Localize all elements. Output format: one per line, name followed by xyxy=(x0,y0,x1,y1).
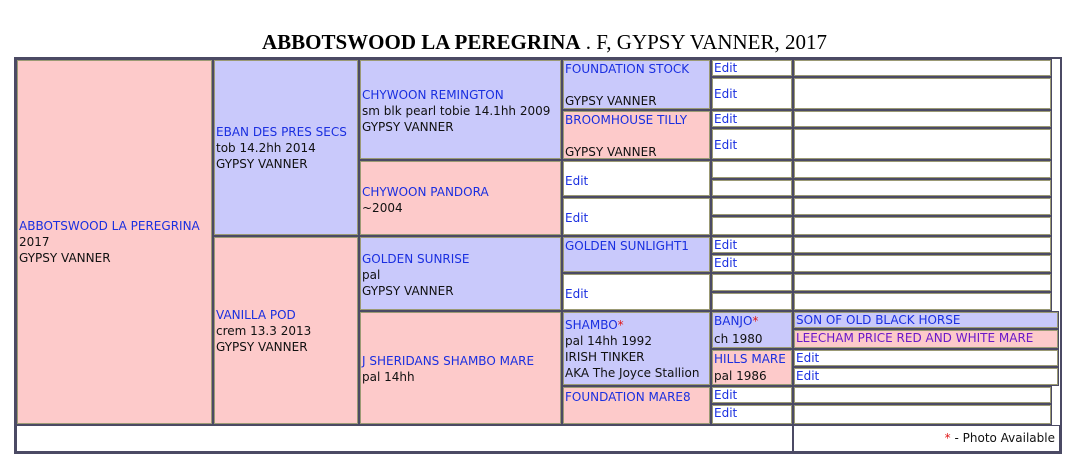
gen4-sdx-cell-1 xyxy=(562,160,711,197)
sire-details: tob 14.2hh 2014 xyxy=(216,141,316,155)
horse-breed: GYPSY VANNER xyxy=(19,251,111,265)
dam-cell xyxy=(213,236,359,425)
gen5-cell xyxy=(711,386,793,404)
dam-dam-name-link[interactable]: J SHERIDANS SHAMBO MARE xyxy=(362,354,535,368)
gen6-cell-empty xyxy=(793,77,1052,110)
gen4-dds-details: pal 14hh 1992 xyxy=(565,334,652,348)
gen4-dds-breed: IRISH TINKER xyxy=(565,350,645,364)
edit-link[interactable]: Edit xyxy=(714,238,738,252)
horse-name-title: ABBOTSWOOD LA PEREGRINA xyxy=(261,30,581,54)
photo-available-star: * xyxy=(752,314,759,328)
edit-link[interactable]: Edit xyxy=(714,388,738,402)
dam-name-link[interactable]: VANILLA POD xyxy=(216,308,296,322)
gen4-ssd-name-link[interactable]: BROOMHOUSE TILLY xyxy=(565,113,688,127)
hills-mare-details: pal 1986 xyxy=(714,369,767,383)
gen6-cell-empty xyxy=(793,273,1052,292)
gen5-hills-mare-cell xyxy=(711,349,793,386)
edit-link[interactable]: Edit xyxy=(714,61,738,75)
banjo-sire-name-link[interactable]: SON OF OLD BLACK HORSE xyxy=(796,313,961,327)
gen5-cell xyxy=(711,254,793,273)
legend-text: - Photo Available xyxy=(950,431,1055,445)
dam-dam-details: pal 14hh xyxy=(362,370,415,384)
edit-link[interactable]: Edit xyxy=(714,138,738,152)
gen6-cell xyxy=(793,349,1059,367)
dam-breed: GYPSY VANNER xyxy=(216,340,308,354)
gen5-cell-empty xyxy=(711,273,793,292)
gen5-banjo-cell xyxy=(711,311,793,349)
banjo-dam-name-link[interactable]: LEECHAM PRICE RED AND WHITE MARE xyxy=(796,331,1034,345)
photo-available-legend xyxy=(945,430,1055,446)
gen4-dss-name-link[interactable]: GOLDEN SUNLIGHT1 xyxy=(565,239,689,253)
dam-details: crem 13.3 2013 xyxy=(216,324,312,338)
edit-link[interactable]: Edit xyxy=(565,211,589,225)
gen4-sss-cell xyxy=(562,59,711,110)
pedigree-table xyxy=(14,57,1062,454)
gen4-dds-cell xyxy=(562,311,711,386)
sire-sire-name-link[interactable]: CHYWOON REMINGTON xyxy=(362,88,504,102)
horse-name-link[interactable]: ABBOTSWOOD LA PEREGRINA xyxy=(19,219,200,233)
dam-dam-cell xyxy=(359,311,562,425)
gen4-dds-name-link[interactable]: SHAMBO xyxy=(565,318,618,332)
horse-year: 2017 xyxy=(19,235,50,249)
gen5-cell xyxy=(711,77,793,110)
gen4-sss-name-link[interactable]: FOUNDATION STOCK xyxy=(565,62,690,76)
gen6-cell-empty xyxy=(793,160,1052,179)
gen4-sdx-cell-2 xyxy=(562,197,711,236)
gen6-cell-empty xyxy=(793,59,1052,77)
dam-sire-details: pal xyxy=(362,268,381,282)
dam-sire-name-link[interactable]: GOLDEN SUNRISE xyxy=(362,252,470,266)
gen6-cell xyxy=(793,367,1059,386)
edit-link[interactable]: Edit xyxy=(565,174,589,188)
sire-cell xyxy=(213,59,359,236)
gen6-cell-empty xyxy=(793,197,1052,216)
edit-link[interactable]: Edit xyxy=(565,287,589,301)
gen6-cell-empty xyxy=(793,404,1052,425)
gen6-cell-empty xyxy=(793,179,1052,197)
gen4-ddd-name-link[interactable]: FOUNDATION MARE8 xyxy=(565,390,691,404)
gen5-cell-empty xyxy=(711,197,793,216)
gen6-cell-empty xyxy=(793,110,1052,128)
banjo-name-link[interactable]: BANJO xyxy=(714,314,753,328)
pedigree-horse-cell xyxy=(16,59,213,425)
sire-sire-breed: GYPSY VANNER xyxy=(362,120,454,134)
gen6-banjo-sire-cell xyxy=(793,311,1059,329)
gen6-cell-empty xyxy=(793,236,1052,254)
gen4-dss-cell xyxy=(562,236,711,273)
gen6-cell-empty xyxy=(793,292,1052,311)
gen4-dds-aka: AKA The Joyce Stallion xyxy=(565,366,700,380)
page-title xyxy=(0,30,1089,55)
photo-available-star: * xyxy=(617,318,624,332)
gen4-sss-breed: GYPSY VANNER xyxy=(565,94,657,108)
gen6-cell-empty xyxy=(793,386,1052,404)
gen5-cell-empty xyxy=(711,216,793,236)
gen5-cell xyxy=(711,404,793,425)
gen5-cell-empty xyxy=(711,179,793,197)
gen6-cell-empty xyxy=(793,128,1052,160)
dam-sire-cell xyxy=(359,236,562,311)
edit-link[interactable]: Edit xyxy=(796,351,820,365)
sire-sire-details: sm blk pearl tobie 14.1hh 2009 xyxy=(362,104,551,118)
gen5-cell-empty xyxy=(711,292,793,311)
gen6-cell-empty xyxy=(793,216,1052,236)
horse-details-title: . F, GYPSY VANNER, 2017 xyxy=(580,30,828,54)
gen5-cell xyxy=(711,128,793,160)
gen5-cell xyxy=(711,110,793,128)
banjo-details: ch 1980 xyxy=(714,332,763,346)
gen6-banjo-dam-cell xyxy=(793,329,1059,349)
gen4-ssd-cell xyxy=(562,110,711,160)
sire-dam-name-link[interactable]: CHYWOON PANDORA xyxy=(362,185,489,199)
gen5-cell-empty xyxy=(711,160,793,179)
legend-cell xyxy=(793,425,1060,452)
legend-star: * xyxy=(944,431,951,445)
edit-link[interactable]: Edit xyxy=(714,406,738,420)
sire-breed: GYPSY VANNER xyxy=(216,157,308,171)
sire-dam-cell xyxy=(359,160,562,236)
dam-sire-breed: GYPSY VANNER xyxy=(362,284,454,298)
gen4-ssd-breed: GYPSY VANNER xyxy=(565,145,657,159)
edit-link[interactable]: Edit xyxy=(796,369,820,383)
gen5-cell xyxy=(711,236,793,254)
bottom-left-cell xyxy=(16,425,793,452)
sire-dam-details: ~2004 xyxy=(362,201,403,215)
sire-sire-cell xyxy=(359,59,562,160)
hills-mare-name-link[interactable]: HILLS MARE xyxy=(714,352,786,366)
gen4-ddd-cell xyxy=(562,386,711,425)
gen6-cell-empty xyxy=(793,254,1052,273)
edit-link[interactable]: Edit xyxy=(714,112,738,126)
edit-link[interactable]: Edit xyxy=(714,256,738,270)
gen5-cell xyxy=(711,59,793,77)
sire-name-link[interactable]: EBAN DES PRES SECS xyxy=(216,125,347,139)
edit-link[interactable]: Edit xyxy=(714,87,738,101)
gen4-dsd-cell xyxy=(562,273,711,311)
